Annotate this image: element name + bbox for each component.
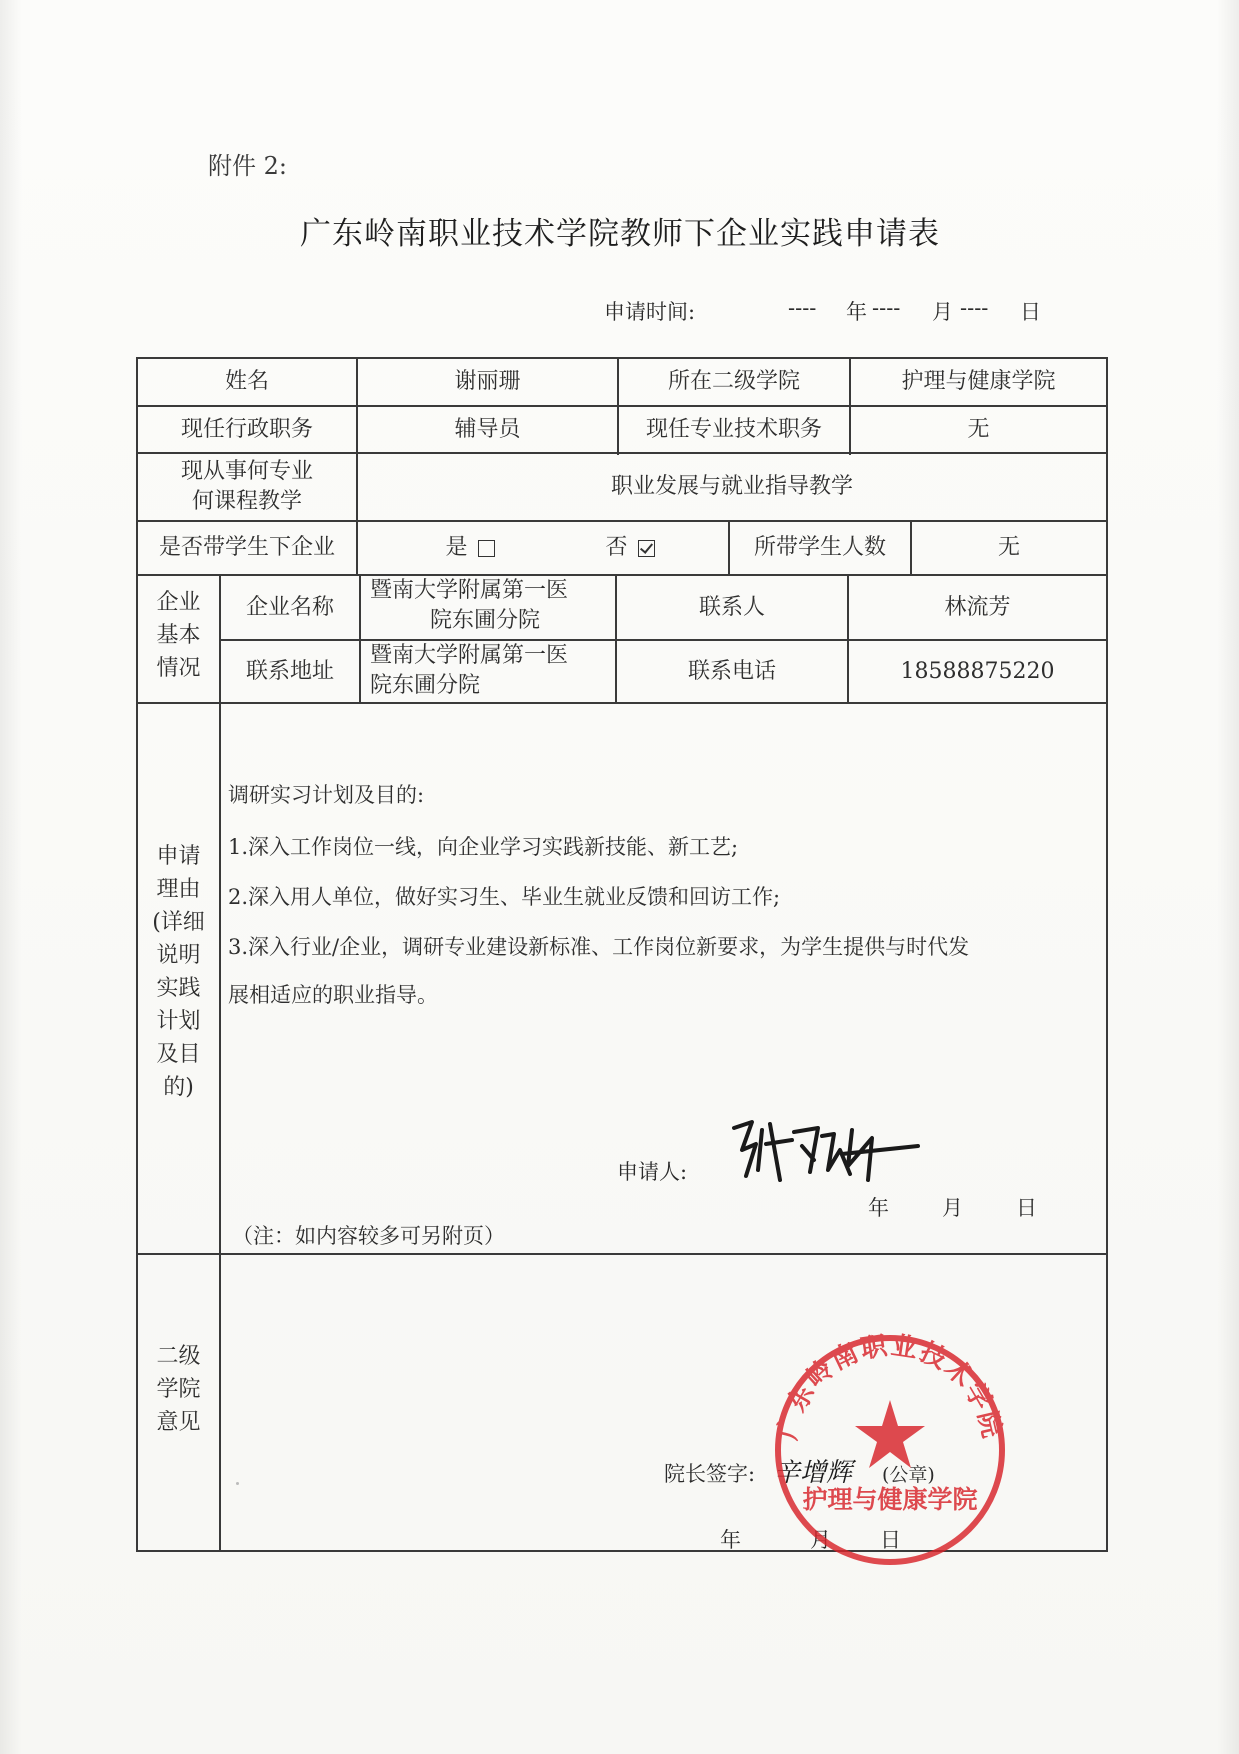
phone-label: 联系电话 [687, 658, 776, 684]
teaching-label [138, 454, 356, 520]
attachment-label: 附件 2: [208, 152, 287, 180]
official-seal [770, 1330, 1010, 1570]
enterprise-name-label: 企业名称 [245, 594, 334, 620]
students-count-label: 所带学生人数 [753, 535, 886, 560]
reason-label-3: (详细 [152, 910, 205, 935]
teaching-label-line1: 现从事何专业 [180, 459, 313, 484]
applicant-label: 申请人: [617, 1160, 688, 1184]
apply-day-blank: ---- [960, 296, 989, 320]
reason-item-2: 2.深入用人单位，做好实习生、毕业生就业反馈和回访工作; [228, 885, 781, 909]
apply-year-label: 年 [846, 300, 867, 324]
apply-month-blank: ---- [872, 296, 901, 320]
address-line2: 院东圃分院 [370, 673, 481, 698]
opinion-label-2: 学院 [156, 1377, 201, 1402]
address-label: 联系地址 [245, 658, 334, 684]
reason-label-2: 理由 [156, 877, 201, 902]
seal-note: (公章) [882, 1464, 935, 1486]
enterprise-name-line2: 院东圃分院 [430, 608, 541, 633]
reason-date-month: 月 [942, 1196, 963, 1220]
tech-post-value: 无 [967, 416, 990, 442]
reason-item-1: 1.深入工作岗位一线，向企业学习实践新技能、新工艺; [228, 835, 739, 859]
reason-note: （注：如内容较多可另附页） [232, 1224, 505, 1248]
opinion-date-day: 日 [880, 1528, 901, 1552]
college-value: 护理与健康学院 [901, 369, 1056, 394]
opinion-date-month: 月 [810, 1528, 831, 1552]
reason-item-3-line1: 3.深入行业/企业，调研专业建设新标准、工作岗位新要求，为学生提供与时代发 [228, 935, 970, 959]
reason-label-4: 说明 [156, 943, 201, 968]
tech-post-label: 现任专业技术职务 [645, 416, 822, 442]
address-line1: 暨南大学附属第一医 [370, 643, 569, 668]
apply-year-blank: ---- [788, 296, 817, 320]
enterprise-section-label-3: 情况 [156, 656, 201, 681]
reason-date-year: 年 [868, 1196, 889, 1220]
contact-label: 联系人 [698, 594, 765, 620]
reason-item-3-line2: 展相适应的职业指导。 [228, 983, 438, 1007]
form-title: 广东岭南职业技术学院教师下企业实践申请表 [300, 216, 940, 252]
reason-label-6: 计划 [156, 1009, 201, 1034]
opinion-label-3: 意见 [156, 1410, 201, 1435]
contact-value: 林流芳 [944, 594, 1011, 620]
no-option[interactable] [590, 522, 670, 574]
reason-label-1: 申请 [156, 844, 201, 869]
table-line [356, 520, 358, 576]
dean-sign-label: 院长签字: [664, 1462, 756, 1486]
no-checkbox[interactable] [638, 540, 655, 557]
reason-heading: 调研实习计划及目的: [228, 783, 425, 807]
address-value [370, 641, 615, 702]
opinion-section-label [138, 1340, 219, 1439]
phone-value: 18588875220 [900, 658, 1055, 684]
teaching-label-line2: 何课程教学 [191, 489, 302, 514]
seal-inner-text: 护理与健康学院 [802, 1485, 978, 1514]
scan-edge-right [1217, 0, 1239, 1754]
table-line [359, 574, 361, 704]
scan-edge-left [0, 0, 22, 1754]
apply-time-label: 申请时间: [604, 300, 696, 324]
opinion-date-year: 年 [720, 1528, 741, 1552]
scan-speck [236, 1482, 239, 1485]
apply-month-label: 月 [932, 300, 953, 324]
reason-label-8: 的) [163, 1075, 194, 1100]
enterprise-name-value [370, 576, 615, 639]
no-label: 否 [605, 535, 628, 560]
admin-post-label: 现任行政职务 [180, 416, 313, 442]
name-value: 谢丽珊 [454, 369, 521, 394]
table-line [136, 1253, 1108, 1255]
enterprise-section-label-1: 企业 [156, 590, 201, 615]
apply-day-label: 日 [1020, 300, 1041, 324]
yes-option[interactable] [430, 522, 510, 574]
dean-signature: 辛增辉 [774, 1458, 853, 1488]
name-label: 姓名 [224, 369, 269, 394]
yes-checkbox[interactable] [478, 540, 495, 557]
opinion-label-1: 二级 [156, 1344, 201, 1369]
students-count-value: 无 [997, 535, 1020, 560]
college-label: 所在二级学院 [667, 369, 800, 394]
reason-section-label [138, 840, 219, 1104]
students-label: 是否带学生下企业 [158, 535, 335, 560]
admin-post-value: 辅导员 [454, 416, 521, 442]
enterprise-section-label-2: 基本 [156, 623, 201, 648]
table-line [219, 574, 221, 1552]
yes-label: 是 [445, 535, 468, 560]
table-line [1106, 357, 1108, 1552]
applicant-signature [722, 1110, 922, 1190]
enterprise-section-label [138, 586, 219, 685]
reason-label-5: 实践 [156, 976, 201, 1001]
reason-date-day: 日 [1016, 1196, 1037, 1220]
table-line [136, 702, 1108, 704]
enterprise-name-line1: 暨南大学附属第一医 [370, 578, 569, 603]
reason-label-7: 及目 [156, 1042, 201, 1067]
teaching-value: 职业发展与就业指导教学 [610, 474, 853, 499]
seal-outer-text: 广东岭南职业技术学院 [772, 1330, 1008, 1443]
